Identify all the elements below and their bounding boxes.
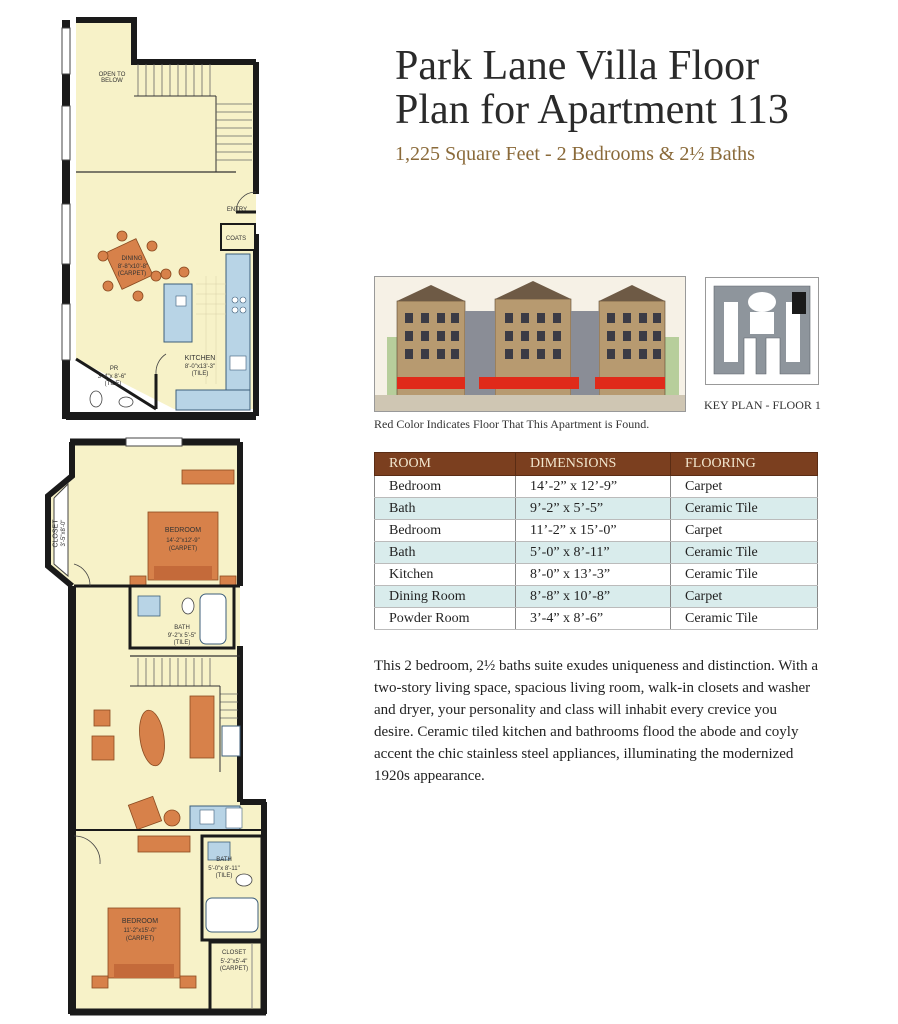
label-bath2-dim: 5'-0"x 8'-11" — [208, 866, 240, 872]
col-header-dimensions: DIMENSIONS — [516, 453, 671, 476]
key-plan-image — [705, 277, 819, 385]
cell-dimensions: 8’-8” x 10’-8” — [516, 586, 671, 608]
label-bath2-floor: (TILE) — [215, 873, 233, 879]
building-elevation-image — [374, 276, 686, 412]
label-closet2-dim: 5'-2"x5'-4" — [220, 959, 248, 965]
label-bedroom2-dim: 11'-2"x15'-0" — [123, 928, 157, 934]
label-bath2: BATH — [216, 857, 232, 863]
cell-flooring: Carpet — [671, 476, 818, 498]
table-row — [375, 476, 818, 498]
page-subtitle: 1,225 Square Feet - 2 Bedrooms & 2½ Baths — [395, 143, 755, 165]
cell-dimensions: 5’-0” x 8’-11” — [516, 542, 671, 564]
table-row — [375, 608, 818, 630]
label-bedroom1-dim: 14'-2"x12'-9" — [166, 538, 200, 544]
cell-dimensions: 3’-4” x 8’-6” — [516, 608, 671, 630]
cell-flooring: Ceramic Tile — [671, 608, 818, 630]
cell-dimensions: 11’-2” x 15’-0” — [516, 520, 671, 542]
apartment-description: This 2 bedroom, 2½ baths suite exudes uniqueness and distinction. With a two-story living space, spacious living room, walk-in closets and washer and dryer, your personality and class will inhabit every crevice you desire. Ceramic tiled kitchen and bathrooms flood the abode and coyly accent the chic stainless steel appliances, illuminating the modernized 1920s appearance. — [374, 658, 819, 784]
page-title — [395, 44, 789, 132]
label-closet-left: CLOSET — [52, 519, 60, 548]
label-kitchen-dim: 8'-0"x13'-3" — [184, 364, 216, 370]
label-entry: ENTRY — [226, 207, 248, 213]
cell-room: Kitchen — [375, 564, 516, 586]
label-closet-left-dim: 3'-5"x8'-0" — [61, 519, 67, 547]
table-row — [375, 542, 818, 564]
cell-flooring: Ceramic Tile — [671, 498, 818, 520]
table-row — [375, 564, 818, 586]
label-bedroom2-floor: (CARPET) — [125, 936, 155, 942]
label-bath1: BATH — [174, 625, 190, 631]
cell-flooring: Ceramic Tile — [671, 564, 818, 586]
label-closet2-floor: (CARPET) — [219, 966, 249, 972]
cell-room: Bedroom — [375, 476, 516, 498]
page-title-line1: Park Lane Villa Floor — [395, 43, 760, 89]
cell-room: Powder Room — [375, 608, 516, 630]
cell-room: Dining Room — [375, 586, 516, 608]
label-bath1-dim: 9'-2"x 5'-5" — [167, 633, 197, 639]
table-row — [375, 498, 818, 520]
cell-flooring: Ceramic Tile — [671, 542, 818, 564]
label-kitchen-floor: (TILE) — [191, 371, 209, 377]
table-header-row — [375, 453, 818, 476]
label-open-to-below: OPEN TO BELOW — [98, 72, 126, 84]
label-pr-floor: (TILE) — [104, 381, 122, 387]
cell-flooring: Carpet — [671, 586, 818, 608]
table-row — [375, 520, 818, 542]
label-pr: PR — [109, 366, 119, 372]
cell-room: Bath — [375, 542, 516, 564]
cell-flooring: Carpet — [671, 520, 818, 542]
label-bedroom2: BEDROOM — [121, 918, 159, 925]
label-closet2: CLOSET — [221, 950, 246, 956]
cell-dimensions: 14’-2” x 12’-9” — [516, 476, 671, 498]
col-header-flooring: FLOORING — [671, 453, 818, 476]
col-header-room: ROOM — [375, 453, 516, 476]
elevation-caption: Red Color Indicates Floor That This Apartment is Found. — [374, 417, 650, 431]
cell-room: Bedroom — [375, 520, 516, 542]
floor-plan-upper — [56, 14, 268, 422]
table-row — [375, 586, 818, 608]
label-pr-dim: 3'-4"x 8'-6" — [97, 374, 127, 380]
cell-dimensions: 9’-2” x 5’-5” — [516, 498, 671, 520]
label-kitchen: KITCHEN — [184, 355, 216, 362]
label-bedroom1: BEDROOM — [164, 527, 202, 534]
label-dining-floor: (CARPET) — [117, 271, 147, 277]
page-title-line2: Plan for Apartment 113 — [395, 87, 789, 133]
label-bedroom1-floor: (CARPET) — [168, 546, 198, 552]
key-plan-caption: KEY PLAN - FLOOR 1 — [704, 398, 821, 412]
cell-room: Bath — [375, 498, 516, 520]
label-bath1-floor: (TILE) — [173, 640, 191, 646]
label-dining-dim: 8'-8"x10'-8" — [117, 264, 149, 270]
label-coats: COATS — [225, 236, 247, 242]
label-dining: DINING — [121, 256, 143, 262]
cell-dimensions: 8’-0” x 13’-3” — [516, 564, 671, 586]
room-dimensions-table — [374, 452, 818, 630]
